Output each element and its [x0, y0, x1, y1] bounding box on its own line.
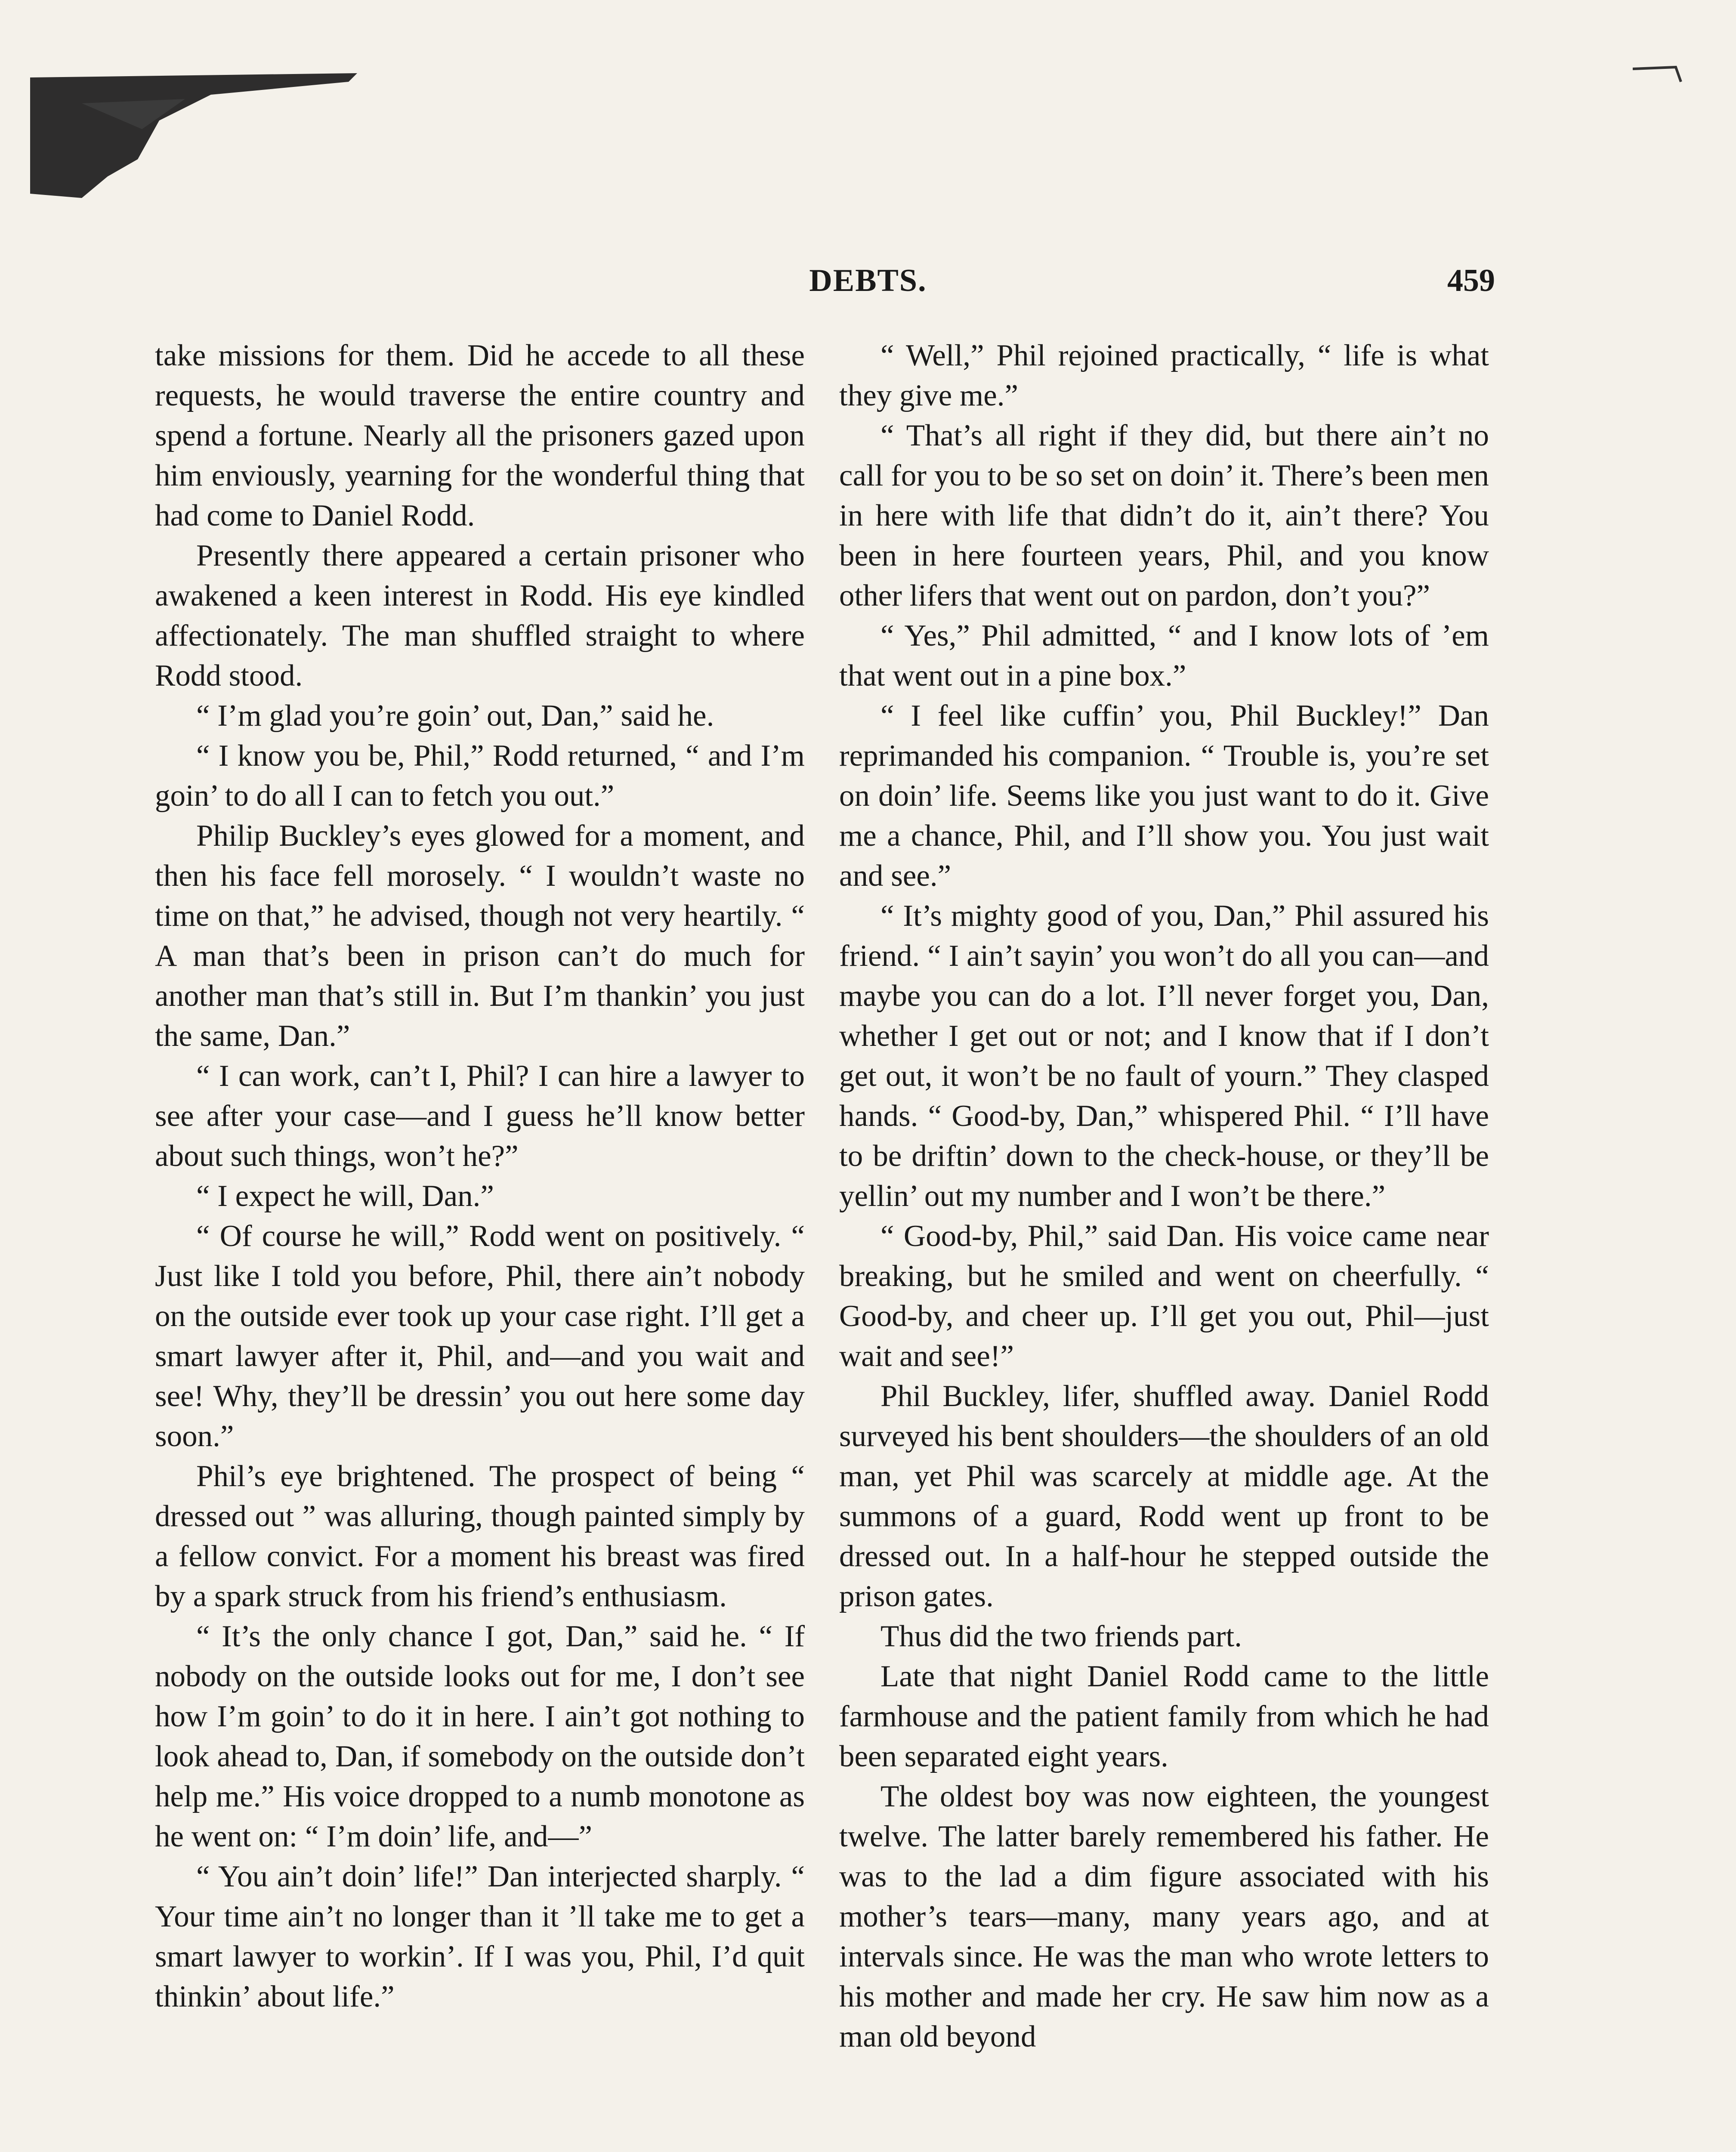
- paragraph: Philip Buckley’s eyes glowed for a moment, and then his face fell morosely. “ I wouldn’t waste no time on that,” he advised, though not very heartily. “ A man that’s been in prison can’t do much for another man that’s still in. But I’m thankin’ you just the same, Dan.”: [155, 819, 805, 1053]
- paragraph: “ I expect he will, Dan.”: [196, 1179, 494, 1213]
- paragraph: Phil’s eye brightened. The prospect of being “ dressed out ” was alluring, though painted simply by a fellow convict. For a moment his breast was fired by a spark struck from his friend’s enthusiasm.: [155, 1459, 805, 1613]
- right-column: [839, 336, 1489, 2057]
- paragraph: “ It’s the only chance I got, Dan,” said he. “ If nobody on the outside looks out for me, I don’t see how I’m goin’ to do it in here. I ain’t got nothing to look ahead to, Dan, if somebody on the outside don’t help me.” His voice dropped to a numb monotone as he went on: “ I’m doin’ life, and—”: [155, 1620, 805, 1853]
- paragraph: “ You ain’t doin’ life!” Dan interjected sharply. “ Your time ain’t no longer than it ’ll take me to get a smart lawyer to workin’. If I was you, Phil, I’d quit thinkin’ about life.”: [155, 1860, 805, 2013]
- paragraph: “ Well,” Phil rejoined practically, “ life is what they give me.”: [839, 339, 1489, 412]
- paragraph: take missions for them. Did he accede to all these requests, he would traverse the entire country and spend a fortune. Nearly all the prisoners gazed upon him enviously, yearning for the wonderful thing that had come to Daniel Rodd.: [155, 339, 805, 532]
- paragraph: The oldest boy was now eighteen, the youngest twelve. The latter barely remembered his father. He was to the lad a dim figure associated with his mother’s tears—many, many years ago, and at intervals since. He was the man who wrote letters to his mother and made her cry. He saw him now as a man old beyond: [839, 1780, 1489, 2053]
- left-column: [155, 336, 805, 2017]
- paragraph: “ It’s mighty good of you, Dan,” Phil assured his friend. “ I ain’t sayin’ you won’t do all you can—and maybe you can do a lot. I’ll never forget you, Dan, whether I get out or not; and I know that if I don’t get out, it won’t be no fault of yourn.” They clasped hands. “ Good-by, Dan,” whispered Phil. “ I’ll have to be driftin’ down to the check-house, or they’ll be yellin’ out my number and I won’t be there.”: [839, 899, 1489, 1213]
- paragraph: “ I feel like cuffin’ you, Phil Buckley!” Dan reprimanded his companion. “ Trouble is, you’re set on doin’ life. Seems like you just want to do it. Give me a chance, Phil, and I’ll show you. You just wait and see.”: [839, 699, 1489, 893]
- paragraph: “ That’s all right if they did, but there ain’t no call for you to be so set on doin’ it. There’s been men in here with life that didn’t do it, ain’t there? You been in here fourteen years, Phil, and you know other lifers that went out on pardon, don’t you?”: [839, 419, 1489, 612]
- ink-smudge: [30, 69, 357, 198]
- paragraph: Presently there appeared a certain prisoner who awakened a keen interest in Rodd. His eye kindled affectionately. The man shuffled straight to where Rodd stood.: [155, 539, 805, 693]
- paragraph: “ I’m glad you’re goin’ out, Dan,” said he.: [196, 699, 714, 733]
- page-number: 459: [1447, 263, 1495, 298]
- paragraph: “ I can work, can’t I, Phil? I can hire a lawyer to see after your case—and I guess he’ll know better about such things, won’t he?”: [155, 1059, 805, 1173]
- paragraph: “ Good-by, Phil,” said Dan. His voice came near breaking, but he smiled and went on cheerfully. “ Good-by, and cheer up. I’ll get you out, Phil—just wait and see!”: [839, 1219, 1489, 1373]
- paragraph: Late that night Daniel Rodd came to the little farmhouse and the patient family from which he had been separated eight years.: [839, 1660, 1489, 1773]
- running-title: DEBTS.: [809, 263, 927, 298]
- page-header: [0, 263, 1736, 318]
- corner-mark: [1633, 65, 1684, 90]
- paragraph: Phil Buckley, lifer, shuffled away. Daniel Rodd surveyed his bent shoulders—the shoulders of an old man, yet Phil was scarcely at middle age. At the summons of a guard, Rodd went up front to be dressed out. In a half-hour he stepped outside the prison gates.: [839, 1379, 1489, 1613]
- paragraph: “ I know you be, Phil,” Rodd returned, “ and I’m goin’ to do all I can to fetch you out.”: [155, 739, 805, 813]
- paragraph: “ Yes,” Phil admitted, “ and I know lots of ’em that went out in a pine box.”: [839, 619, 1489, 693]
- paragraph: “ Of course he will,” Rodd went on positively. “ Just like I told you before, Phil, there ain’t nobody on the outside ever took up your case right. I’ll get a smart lawyer after it, Phil, and—and you wait and see! Why, they’ll be dressin’ you out here some day soon.”: [155, 1219, 805, 1453]
- paragraph: Thus did the two friends part.: [880, 1620, 1242, 1653]
